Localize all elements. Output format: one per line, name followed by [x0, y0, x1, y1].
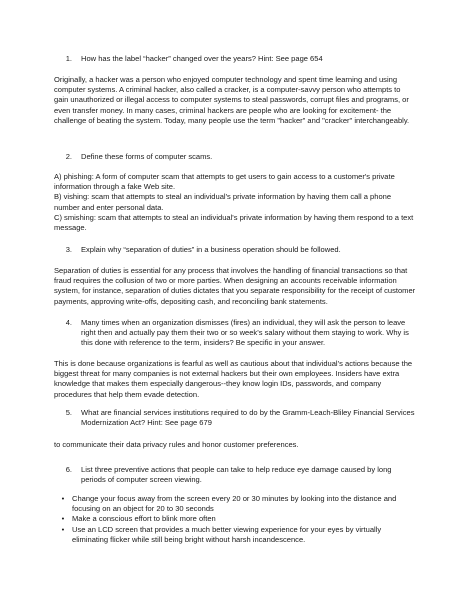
question-5: [54, 408, 416, 428]
question-text: Explain why “separation of duties” in a business operation should be followed.: [81, 245, 341, 254]
question-number: 5.: [65, 408, 72, 417]
answer-6-list: [54, 494, 416, 545]
question-number: 2.: [65, 152, 72, 161]
bullet-icon: •: [61, 524, 65, 534]
bullet-icon: •: [61, 514, 65, 524]
question-number: 3.: [65, 245, 72, 254]
question-text: List three preventive actions that people can take to help reduce eye damage caused by long periods of computer screen viewing.: [81, 465, 392, 485]
list-item-text: Make a conscious effort to blink more often: [72, 514, 216, 524]
question-3: [54, 245, 416, 255]
question-2: [54, 152, 416, 162]
list-item: [54, 525, 416, 545]
bullet-icon: •: [61, 494, 65, 503]
question-number: 6.: [65, 465, 72, 474]
question-text: How has the label “hacker” changed over the years? Hint: See page 654: [81, 54, 323, 63]
list-item-text: Change your focus away from the screen every 20 or 30 minutes by looking into the distance and focusing on an object for 20 to 30 seconds: [72, 494, 397, 514]
question-number: 1.: [65, 54, 72, 63]
question-text: Define these forms of computer scams.: [81, 152, 213, 161]
scam-definition-smishing: C) smishing: scam that attempts to steal an individual's private information by having them respond to a text message.: [54, 212, 414, 233]
question-4: [54, 318, 416, 349]
answer-4: This is done because organizations is fearful as well as cautious about that individual’s actions because the biggest threat for many companies is not external hackers but their own employees. Insiders have extra knowledge that makes them especially dangerous--they know login IDs, passwords, and company procedures that help them evade detection.: [54, 359, 413, 399]
question-number: 4.: [65, 318, 72, 327]
scam-definition-vishing: B) vishing: scam that attempts to steal an individual's private information by having them call a phone number and enter personal data.: [54, 192, 392, 212]
list-item: [54, 494, 416, 514]
list-item-text: Use an LCD screen that provides a much better viewing experience for your eyes by virtually eliminating flicker while still being bright without harsh incandescence.: [72, 524, 382, 544]
answer-2: [54, 172, 416, 233]
list-item: [54, 514, 416, 524]
question-text: Many times when an organization dismisses (fires) an individual, they will ask the person to leave right then and actually pay them their two or so week’s salary without them staying to work. Why is this done with reference to the term, insiders? Be specific in your answer.: [81, 318, 409, 348]
question-text: What are financial services institutions required to do by the Gramm-Leach-Bliley Financial Services Modernization Act? Hint: See page 679: [81, 408, 415, 428]
question-6: [54, 465, 416, 485]
answer-5: to communicate their data privacy rules and honor customer preferences.: [54, 440, 299, 449]
question-1: [54, 54, 416, 64]
scam-definition-phishing: A) phishing: A form of computer scam that attempts to get users to gain access to a customer's private information through a fake Web site.: [54, 172, 395, 192]
answer-3: Separation of duties is essential for any process that involves the handling of financial transactions so that fraud requires the collusion of two or more parties. When designing an accounts receivable information system, for instance, separation of duties dictates that you separate responsibility for the receipt of customer payments, approving write-offs, depositing cash, and reconciling bank statements.: [54, 266, 416, 306]
answer-1: Originally, a hacker was a person who enjoyed computer technology and spent time learning and using computer systems. A criminal hacker, also called a cracker, is a computer-savvy person who attempts to gain unauthorized or illegal access to computer systems to steal passwords, corrupt files and programs, or even transfer money. In many cases, criminal hackers are people who are looking for excitement- the challenge of beating the system. Today, many people use the term "hacker" and "cracker" interchangeably.: [54, 75, 410, 125]
